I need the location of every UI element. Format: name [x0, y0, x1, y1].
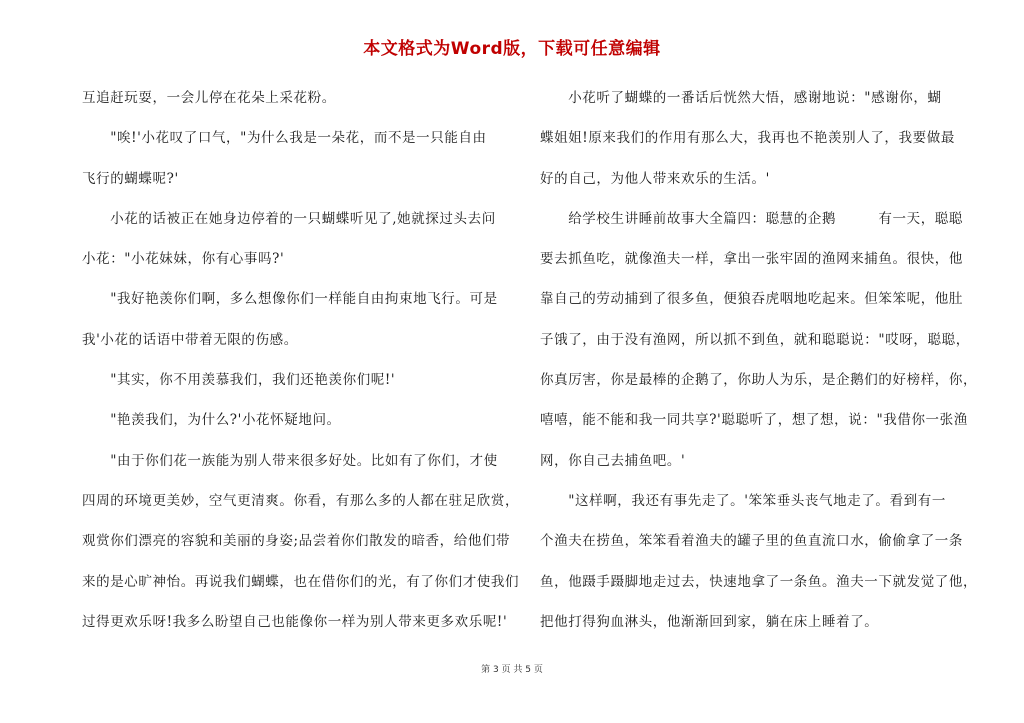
text-line: 过得更欢乐呀!我多么盼望自己也能像你一样为别人带来更多欢乐呢!' — [82, 613, 508, 630]
text-line: 蝶姐姐!原来我们的作用有那么大，我再也不艳羡别人了，我要做最 — [540, 130, 955, 147]
text-line: "由于你们花一族能为别人带来很多好处。比如有了你们，才使 — [82, 452, 498, 469]
text-line: 给学校生讲睡前故事大全篇四：聪慧的企鹅 有一天，聪聪 — [540, 210, 963, 227]
text-line: 子饿了，由于没有渔网，所以抓不到鱼，就和聪聪说："哎呀，聪聪， — [540, 331, 970, 348]
text-line: 观赏你们漂亮的容貌和美丽的身姿;品尝着你们散发的暗香，给他们带 — [82, 533, 511, 550]
text-line: 四周的环境更美妙，空气更清爽。你看，有那么多的人都在驻足欣赏， — [82, 492, 520, 509]
text-line: 网，你自己去捕鱼吧。' — [540, 452, 686, 469]
text-line: 鱼，他蹑手蹑脚地走过去，快速地拿了一条鱼。渔夫一下就发觉了他， — [540, 573, 978, 590]
right-text-column — [540, 78, 978, 642]
page-number: 第 3 页 共 5 页 — [481, 665, 543, 675]
text-line: 要去抓鱼吃，就像渔夫一样，拿出一张牢固的渔网来捕鱼。很快，他 — [540, 251, 963, 268]
text-line: 飞行的蝴蝶呢?' — [82, 170, 179, 187]
text-line: "艳羡我们，为什么?'小花怀疑地问。 — [82, 412, 341, 429]
text-line: 嘻嘻，能不能和我一同共享?'聪聪听了，想了想，说："我借你一张渔 — [540, 412, 968, 429]
left-text-column — [82, 78, 520, 642]
text-line: 小花："小花妹妹，你有心事吗?' — [82, 251, 285, 268]
text-line: 我'小花的话语中带着无限的伤感。 — [82, 331, 298, 348]
text-line: "唉!'小花叹了口气，"为什么我是一朵花，而不是一只能自由 — [82, 130, 487, 147]
text-line: 好的自己，为他人带来欢乐的生活。' — [540, 170, 770, 187]
text-line: "其实，你不用羡慕我们，我们还艳羡你们呢!' — [82, 372, 396, 389]
text-line: 互追赶玩耍，一会儿停在花朵上采花粉。 — [82, 90, 336, 106]
text-line: 来的是心旷神怡。再说我们蝴蝶，也在借你们的光，有了你们才使我们 — [82, 573, 520, 590]
document-banner: 本文格式为Word版，下载可任意编辑 — [363, 39, 661, 59]
text-line: 把他打得狗血淋头，他渐渐回到家，躺在床上睡着了。 — [540, 613, 879, 630]
text-line: 你真厉害，你是最棒的企鹅了，你助人为乐，是企鹅们的好榜样，你， — [540, 372, 978, 389]
text-line: "我好艳羡你们啊，多么想像你们一样能自由拘束地飞行。可是 — [82, 291, 498, 308]
text-line: 个渔夫在捞鱼，笨笨看着渔夫的罐子里的鱼直流口水，偷偷拿了一条 — [540, 533, 963, 550]
text-line: "这样啊，我还有事先走了。'笨笨垂头丧气地走了。看到有一 — [540, 492, 946, 509]
text-line: 小花的话被正在她身边停着的一只蝴蝶听见了,她就探过头去问 — [82, 210, 496, 227]
text-line: 小花听了蝴蝶的一番话后恍然大悟，感谢地说："感谢你，蝴 — [540, 90, 942, 106]
text-line: 靠自己的劳动捕到了很多鱼，便狼吞虎咽地吃起来。但笨笨呢，他肚 — [540, 291, 963, 308]
